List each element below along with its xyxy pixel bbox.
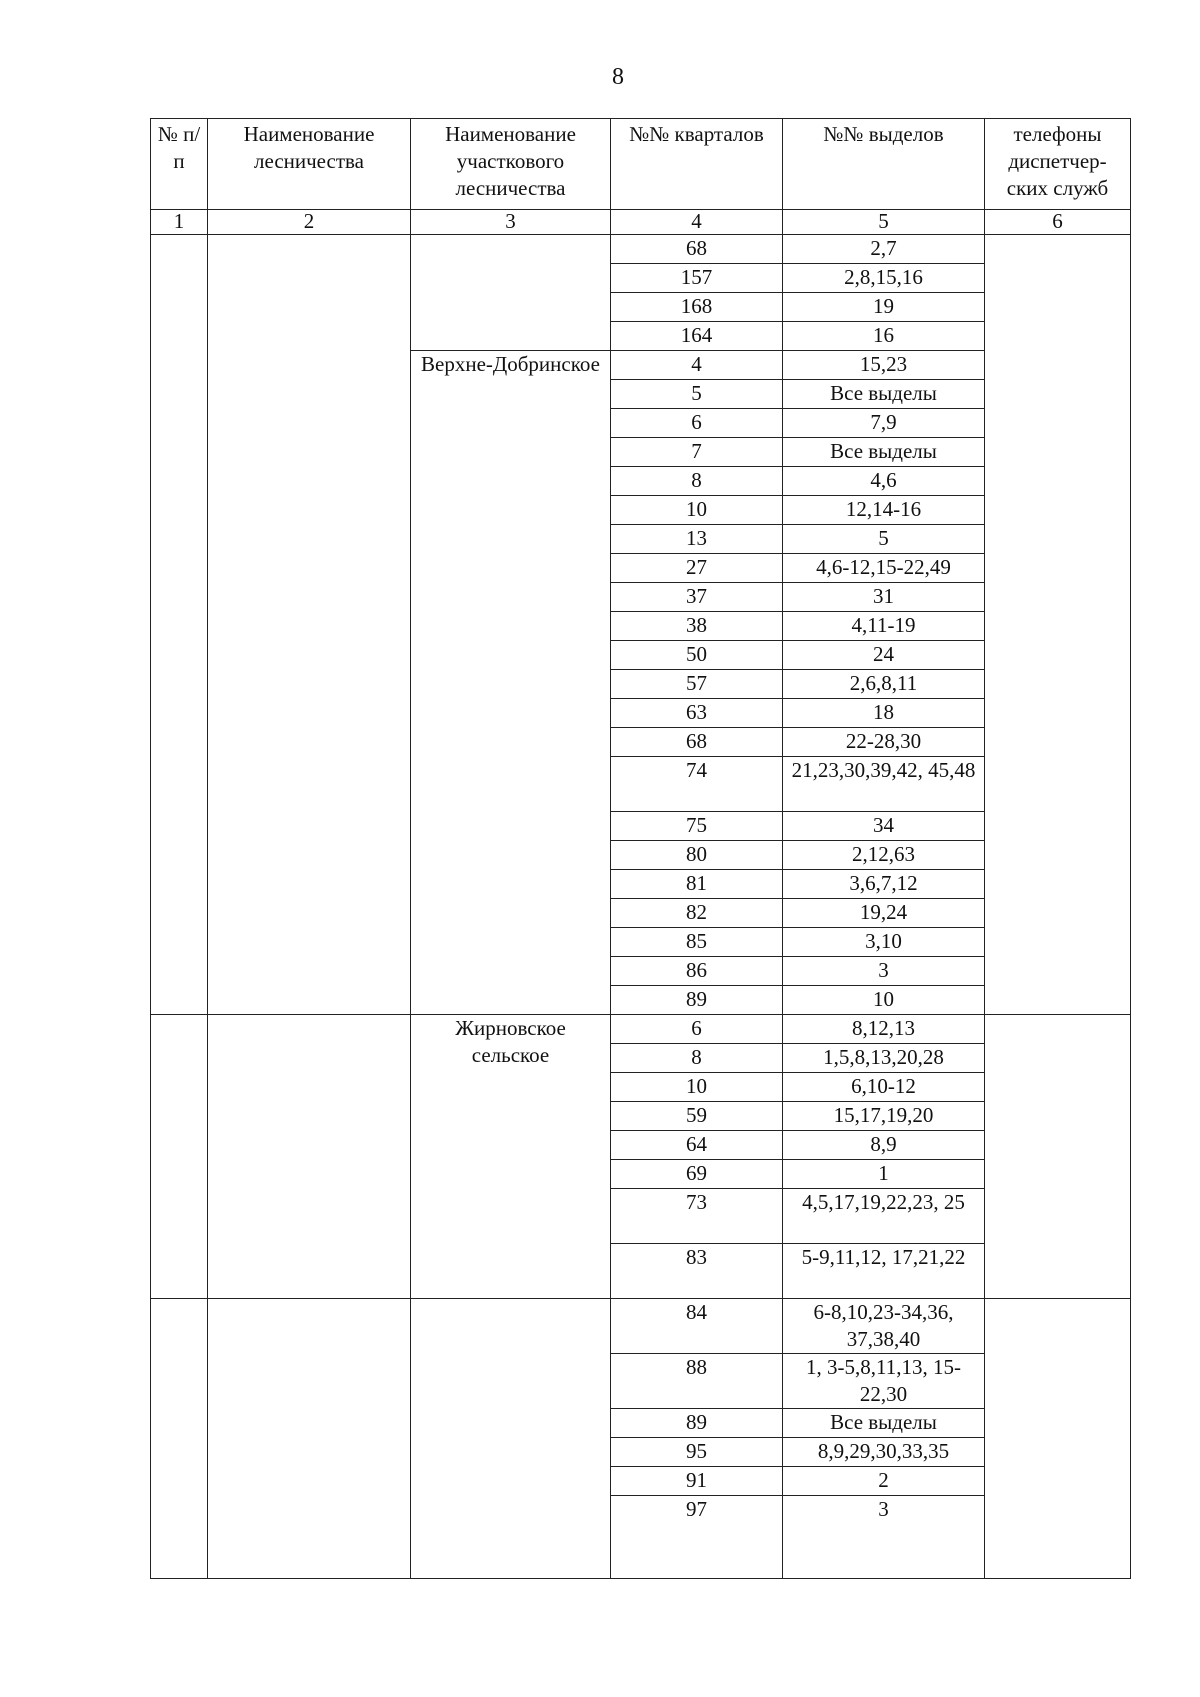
- quarter-number: 81: [611, 870, 783, 899]
- plot-numbers: Все выделы: [783, 1409, 985, 1438]
- plot-numbers: 15,23: [783, 351, 985, 380]
- header-plots: №№ выделов: [783, 119, 985, 210]
- cell-forestry: [208, 1015, 411, 1299]
- quarter-number: 68: [611, 728, 783, 757]
- quarter-number: 88: [611, 1354, 783, 1409]
- plot-numbers: 4,11-19: [783, 612, 985, 641]
- plot-numbers: 24: [783, 641, 985, 670]
- quarter-number: 86: [611, 957, 783, 986]
- table-body: [151, 235, 1131, 1579]
- column-number: 5: [783, 210, 985, 235]
- plot-numbers: 19: [783, 293, 985, 322]
- quarter-number: 64: [611, 1131, 783, 1160]
- plot-numbers: 2,12,63: [783, 841, 985, 870]
- column-number: 1: [151, 210, 208, 235]
- plot-numbers: 2,6,8,11: [783, 670, 985, 699]
- plot-numbers: 34: [783, 812, 985, 841]
- cell-number: [151, 1299, 208, 1579]
- plot-numbers: 2,8,15,16: [783, 264, 985, 293]
- quarter-number: 89: [611, 1409, 783, 1438]
- quarter-number: 6: [611, 1015, 783, 1044]
- table-row: [151, 235, 1131, 264]
- plot-numbers: 12,14-16: [783, 496, 985, 525]
- quarter-number: 73: [611, 1189, 783, 1244]
- quarter-number: 80: [611, 841, 783, 870]
- quarter-number: 85: [611, 928, 783, 957]
- plot-numbers: 2: [783, 1467, 985, 1496]
- quarter-number: 13: [611, 525, 783, 554]
- quarter-number: 83: [611, 1244, 783, 1299]
- quarter-number: 97: [611, 1496, 783, 1579]
- plot-numbers: 4,6: [783, 467, 985, 496]
- table-row: [151, 1299, 1131, 1354]
- column-number: 4: [611, 210, 783, 235]
- quarter-number: 59: [611, 1102, 783, 1131]
- plot-numbers: 31: [783, 583, 985, 612]
- header-district-forestry: Наименование участкового лесничества: [411, 119, 611, 210]
- district-forestry-name: Жирновское сельское: [411, 1015, 611, 1299]
- page-number: 8: [612, 64, 624, 90]
- plot-numbers: 1: [783, 1160, 985, 1189]
- quarter-number: 91: [611, 1467, 783, 1496]
- quarter-number: 89: [611, 986, 783, 1015]
- plot-numbers: 6-8,10,23-34,36, 37,38,40: [783, 1299, 985, 1354]
- plot-numbers: 3: [783, 957, 985, 986]
- header-forestry: Наименование лесничества: [208, 119, 411, 210]
- quarter-number: 8: [611, 1044, 783, 1073]
- plot-numbers: 1, 3-5,8,11,13, 15-22,30: [783, 1354, 985, 1409]
- quarter-number: 164: [611, 322, 783, 351]
- quarter-number: 50: [611, 641, 783, 670]
- quarter-number: 75: [611, 812, 783, 841]
- cell-forestry: [208, 235, 411, 1015]
- plot-numbers: Все выделы: [783, 438, 985, 467]
- cell-phones: [985, 1299, 1131, 1579]
- quarter-number: 95: [611, 1438, 783, 1467]
- table-row: [151, 1015, 1131, 1044]
- quarter-number: 5: [611, 380, 783, 409]
- plot-numbers: 5-9,11,12, 17,21,22: [783, 1244, 985, 1299]
- quarter-number: 63: [611, 699, 783, 728]
- district-forestry-name: [411, 235, 611, 351]
- quarter-number: 57: [611, 670, 783, 699]
- cell-phones: [985, 235, 1131, 1015]
- plot-numbers: 19,24: [783, 899, 985, 928]
- quarter-number: 168: [611, 293, 783, 322]
- quarter-number: 10: [611, 1073, 783, 1102]
- district-forestry-name: [411, 1299, 611, 1579]
- quarter-number: 4: [611, 351, 783, 380]
- plot-numbers: 7,9: [783, 409, 985, 438]
- quarter-number: 74: [611, 757, 783, 812]
- plot-numbers: 21,23,30,39,42, 45,48: [783, 757, 985, 812]
- district-forestry-name: Верхне-Добринское: [411, 351, 611, 1015]
- plot-numbers: 6,10-12: [783, 1073, 985, 1102]
- cell-number: [151, 235, 208, 1015]
- cell-phones: [985, 1015, 1131, 1299]
- plot-numbers: 1,5,8,13,20,28: [783, 1044, 985, 1073]
- plot-numbers: 18: [783, 699, 985, 728]
- plot-numbers: 3,10: [783, 928, 985, 957]
- column-number: 2: [208, 210, 411, 235]
- header-quarters: №№ кварталов: [611, 119, 783, 210]
- column-number: 3: [411, 210, 611, 235]
- plot-numbers: 4,6-12,15-22,49: [783, 554, 985, 583]
- quarter-number: 8: [611, 467, 783, 496]
- column-number: 6: [985, 210, 1131, 235]
- plot-numbers: 5: [783, 525, 985, 554]
- quarter-number: 38: [611, 612, 783, 641]
- quarter-number: 84: [611, 1299, 783, 1354]
- quarters-table: [150, 118, 1131, 1579]
- column-numbering-row: [151, 210, 1131, 235]
- plot-numbers: Все выделы: [783, 380, 985, 409]
- plot-numbers: 3,6,7,12: [783, 870, 985, 899]
- cell-forestry: [208, 1299, 411, 1579]
- quarter-number: 82: [611, 899, 783, 928]
- quarter-number: 10: [611, 496, 783, 525]
- quarter-number: 6: [611, 409, 783, 438]
- quarter-number: 68: [611, 235, 783, 264]
- plot-numbers: 3: [783, 1496, 985, 1579]
- cell-number: [151, 1015, 208, 1299]
- quarter-number: 7: [611, 438, 783, 467]
- plot-numbers: 4,5,17,19,22,23, 25: [783, 1189, 985, 1244]
- quarter-number: 27: [611, 554, 783, 583]
- plot-numbers: 2,7: [783, 235, 985, 264]
- header-number: № п/п: [151, 119, 208, 210]
- plot-numbers: 16: [783, 322, 985, 351]
- plot-numbers: 8,9,29,30,33,35: [783, 1438, 985, 1467]
- header-row: [151, 119, 1131, 210]
- plot-numbers: 8,9: [783, 1131, 985, 1160]
- plot-numbers: 10: [783, 986, 985, 1015]
- plot-numbers: 15,17,19,20: [783, 1102, 985, 1131]
- header-phones: телефоны диспетчер-ских служб: [985, 119, 1131, 210]
- quarter-number: 37: [611, 583, 783, 612]
- quarter-number: 157: [611, 264, 783, 293]
- plot-numbers: 22-28,30: [783, 728, 985, 757]
- quarter-number: 69: [611, 1160, 783, 1189]
- plot-numbers: 8,12,13: [783, 1015, 985, 1044]
